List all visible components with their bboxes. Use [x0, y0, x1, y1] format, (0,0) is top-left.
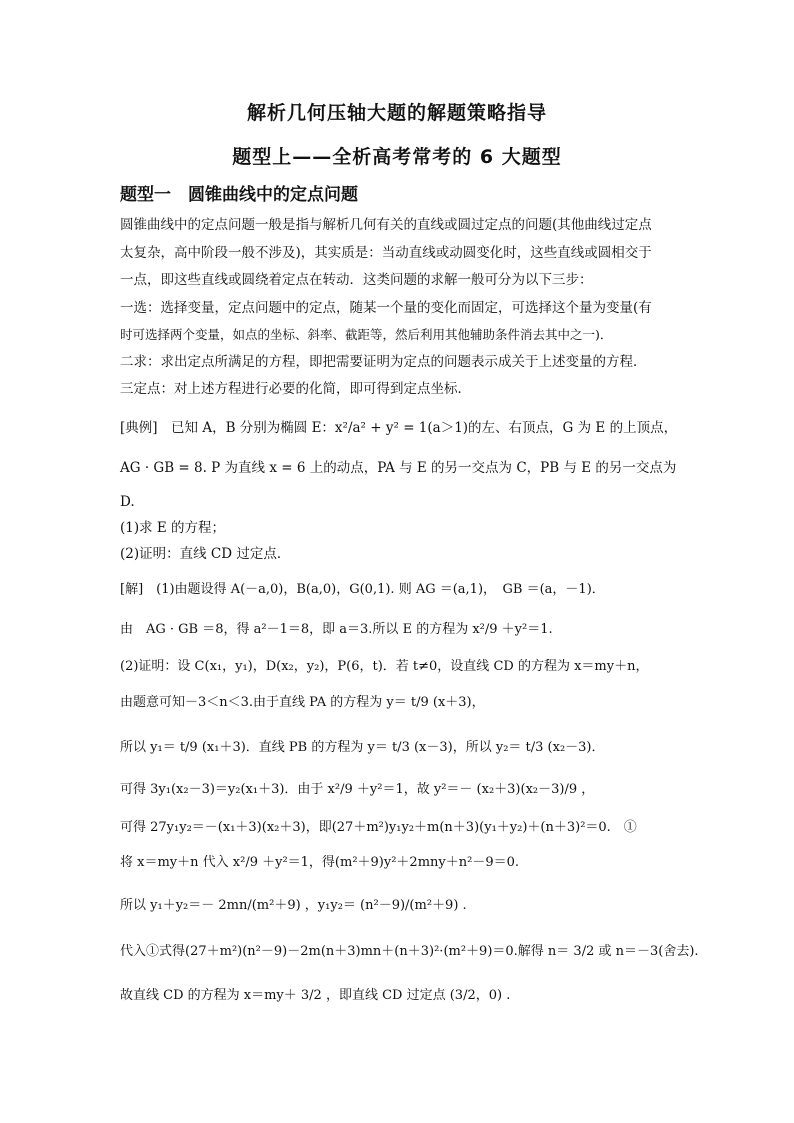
section-heading: 题型一 圆锥曲线中的定点问题 — [120, 185, 358, 205]
solution-line: 代入①式得(27＋m²)(n²－9)－2m(n＋3)mn＋(n＋3)²·(m²＋9)＝0.解得 n＝ 3/2 或 n＝－3(舍去). — [120, 944, 699, 959]
solution-line: 所以 y₁＋y₂＝－ 2mn/(m²＋9) ，y₁y₂＝ (n²－9)/(m²＋9) . — [120, 898, 467, 913]
solution-line: 可得 27y₁y₂＝－(x₁＋3)(x₂＋3)，即(27＋m²)y₁y₂＋m(n＋3)(y₁＋y₂)＋(n＋3)²＝0. ① — [120, 820, 637, 835]
intro-line: 一点，即这些直线或圆绕着定点在转动．这类问题的求解一般可分为以下三步： — [120, 272, 593, 288]
solution-line: 将 x＝my＋n 代入 x²/9 ＋y²＝1，得(m²＋9)y²＋2mny＋n²－9＝0. — [120, 855, 520, 870]
step-line: 时可选择两个变量，如点的坐标、斜率、截距等，然后利用其他辅助条件消去其中之一)． — [120, 327, 613, 342]
document-title: 解析几何压轴大题的解题策略指导 — [246, 102, 547, 124]
solution-line: 由 AG · GB ＝8，得 a²－1＝8，即 a＝3.所以 E 的方程为 x²/9 ＋y²＝1. — [120, 622, 553, 637]
solution-line: 所以 y₁＝ t/9 (x₁＋3)．直线 PB 的方程为 y＝ t/3 (x－3)，所以 y₂＝ t/3 (x₂－3)． — [120, 740, 605, 755]
step-line: 二求：求出定点所满足的方程，即把需要证明为定点的问题表示成关于上述变量的方程． — [120, 354, 647, 370]
intro-line: 圆锥曲线中的定点问题一般是指与解析几何有关的直线或圆过定点的问题(其他曲线过定点 — [120, 217, 652, 233]
step-line: 三定点：对上述方程进行必要的化简，即可得到定点坐标． — [120, 381, 471, 397]
solution-line: 故直线 CD 的方程为 x＝my＋ 3/2 ，即直线 CD 过定点 (3/2，0) . — [120, 988, 511, 1003]
solution-line: 由题意可知－3＜n＜3.由于直线 PA 的方程为 y＝ t/9 (x＋3)， — [120, 695, 485, 710]
solution-line: 可得 3y₁(x₂－3)＝y₂(x₁＋3)．由于 x²/9 ＋y²＝1，故 y²＝－ (x₂＋3)(x₂－3)/9 ， — [120, 782, 595, 797]
example-line: (1)求 E 的方程； — [120, 520, 226, 536]
example-line: [典例] 已知 A，B 分别为椭圆 E：x²/a² + y² = 1(a＞1)的左、右顶点，G 为 E 的上顶点， — [120, 420, 678, 436]
intro-line: 太复杂，高中阶段一般不涉及)，其实质是：当动直线或动圆变化时，这些直线或圆相交于 — [120, 245, 652, 261]
example-line: D. — [120, 494, 135, 510]
solution-line: [解] (1)由题设得 A(－a,0)，B(a,0)，G(0,1). 则 AG ＝(a,1)， GB ＝(a，－1)． — [120, 582, 605, 597]
solution-line: (2)证明：设 C(x₁，y₁)，D(x₂，y₂)，P(6，t)．若 t≠0，设直线 CD 的方程为 x＝my＋n， — [120, 659, 649, 674]
document-subtitle: 题型上——全析高考常考的 6 大题型 — [232, 146, 562, 168]
example-line: AG · GB = 8. P 为直线 x = 6 上的动点，PA 与 E 的另一交点为 C，PB 与 E 的另一交点为 — [120, 460, 677, 476]
step-line: 一选：选择变量，定点问题中的定点，随某一个量的变化而固定，可选择这个量为变量(有 — [120, 300, 652, 316]
example-line: (2)证明：直线 CD 过定点． — [120, 546, 291, 562]
